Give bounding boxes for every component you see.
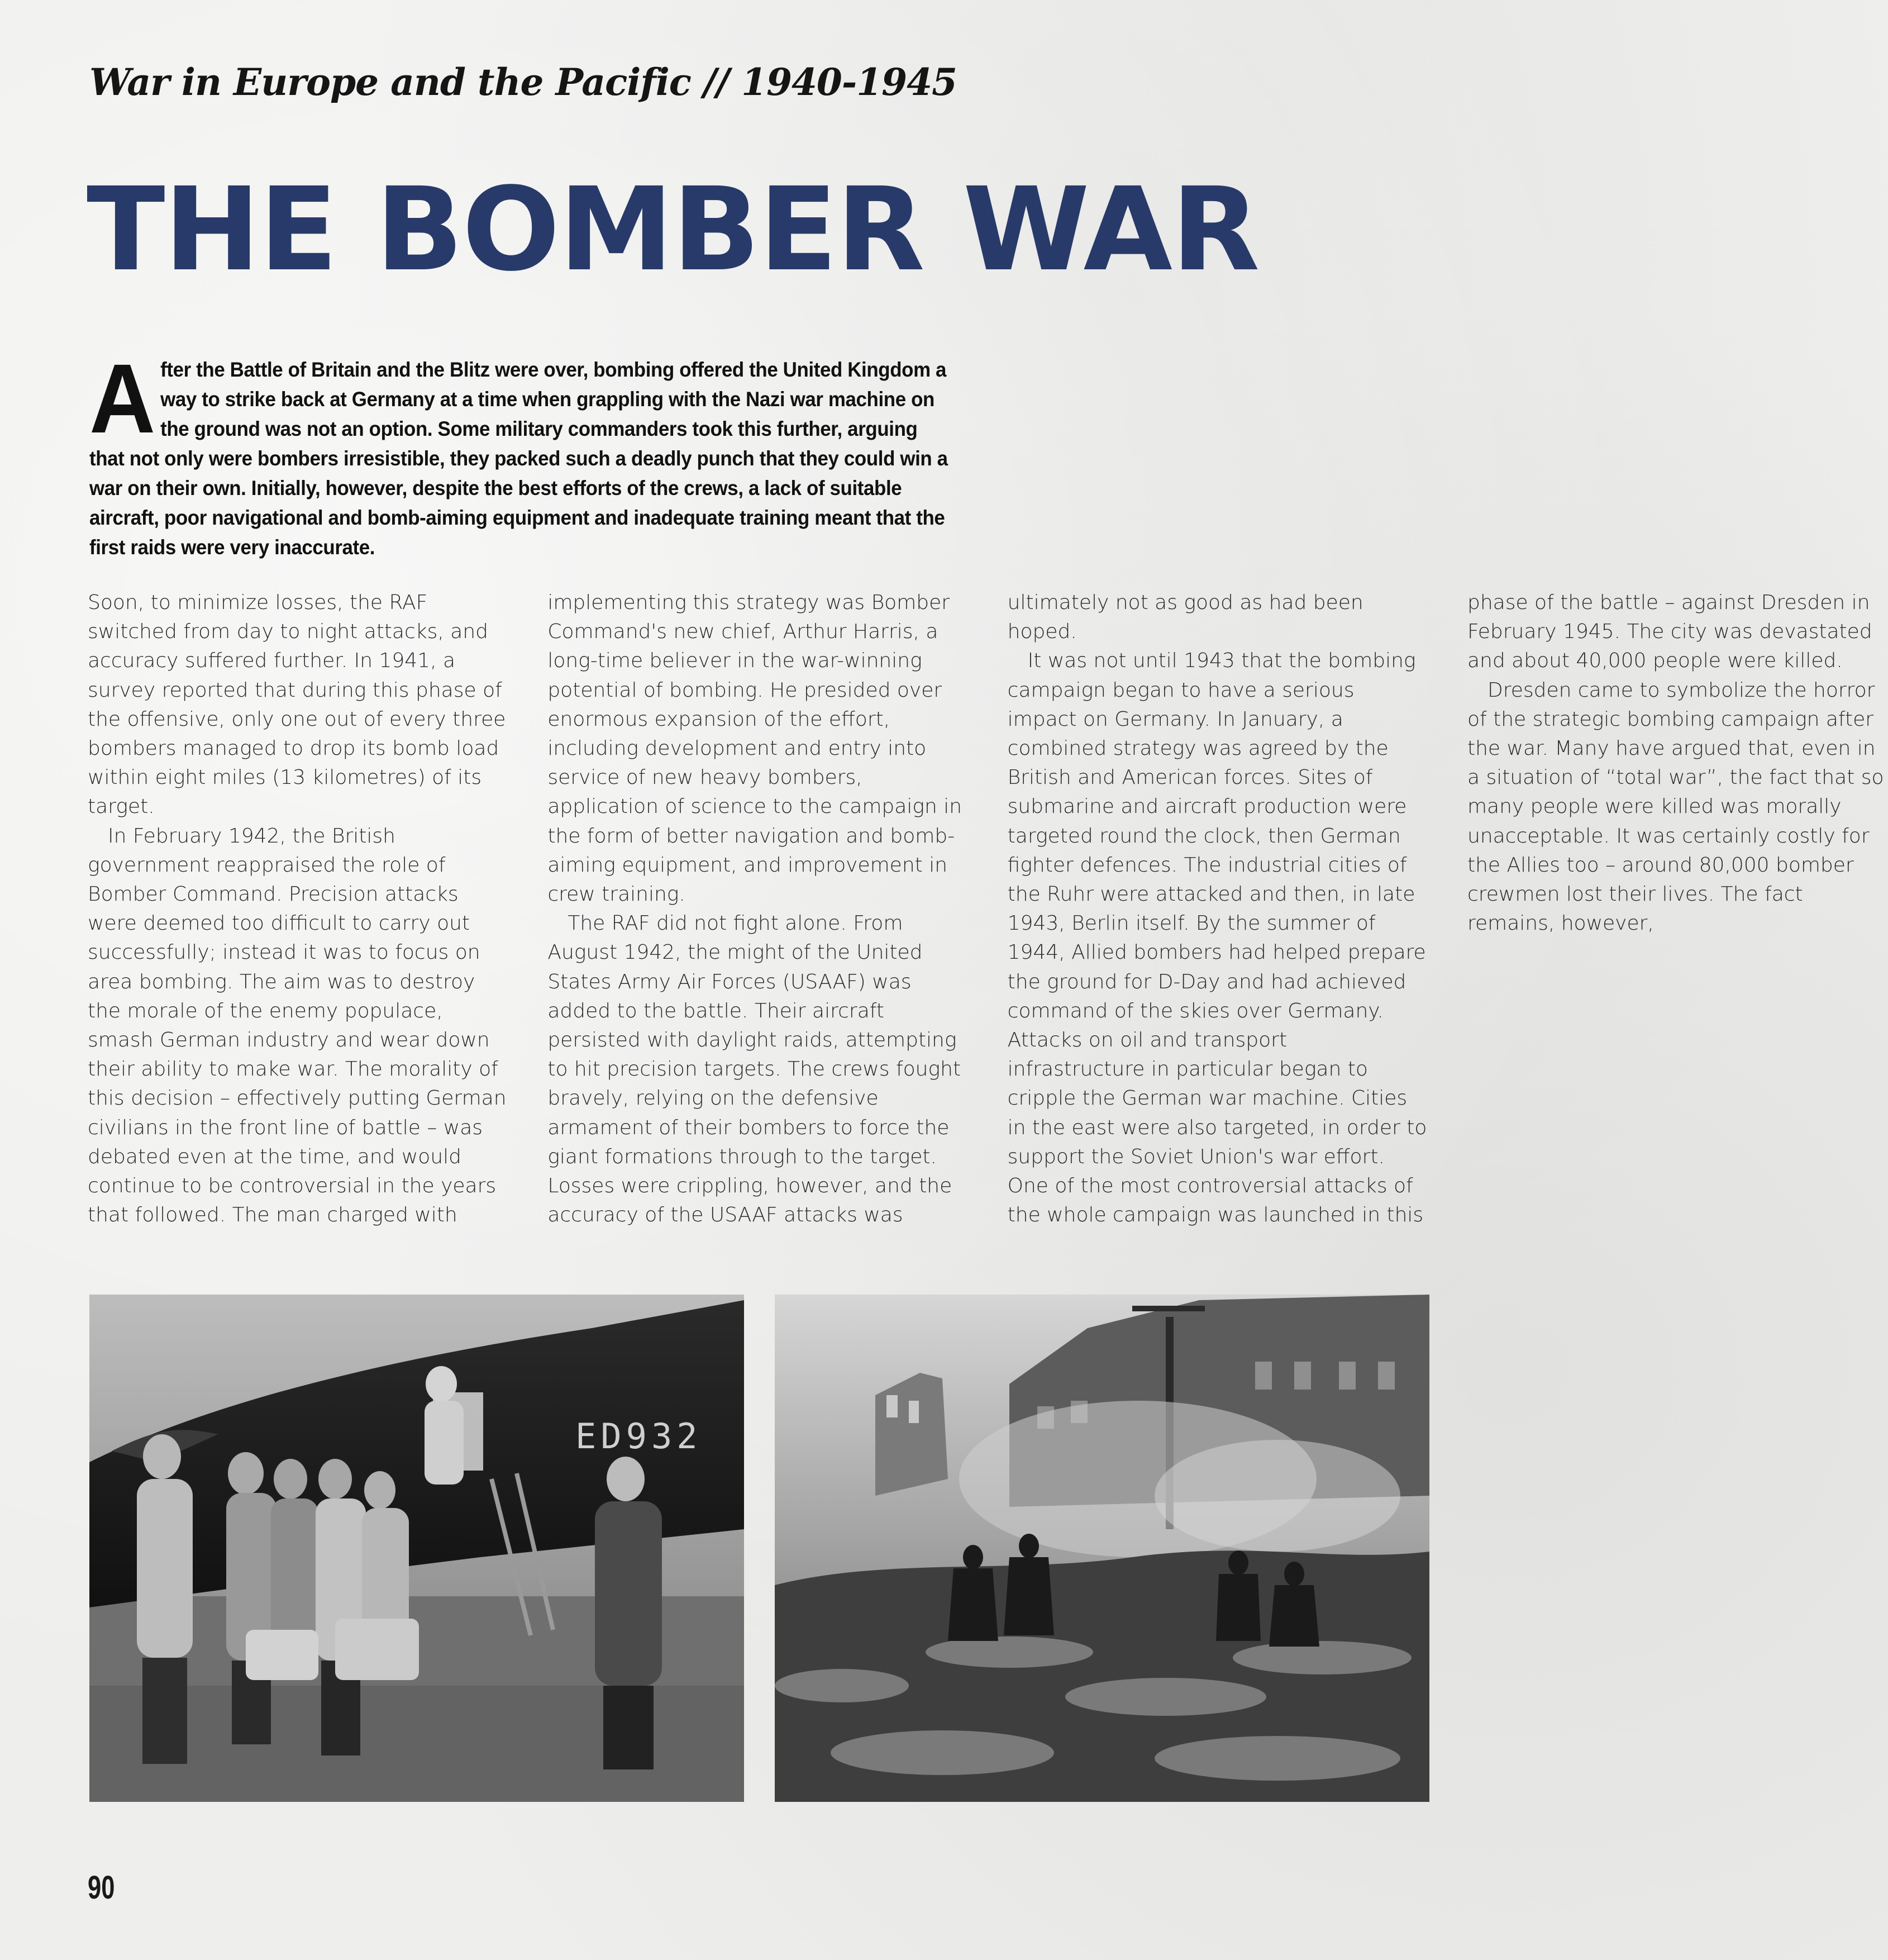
- body-paragraph: Dresden came to symbolize the horror of the strategic bombing campaign after the war. Many have argued that, even in a situation of “total war”, the fact that so many people were killed was morally unacceptable. It was certainly costly for the Allies too – around 80,000 bomber crewmen lost their lives. The fact remains, however,: [1467, 678, 1884, 935]
- aircraft-serial: ED932: [575, 1416, 702, 1457]
- body-paragraph: Soon, to minimize losses, the RAF switched from day to night attacks, and accuracy suffered further. In 1941, a survey reported that during this phase of the offensive, only one out of every three bombers managed to drop its bomb load within eight miles (13 kilometres) of its target.: [88, 591, 506, 819]
- drop-cap: A: [89, 344, 155, 454]
- page-title: THE BOMBER WAR: [87, 163, 1259, 297]
- body-text: [88, 588, 1884, 1259]
- body-paragraph: It was not until 1943 that the bombing campaign began to have a serious impact on Germany. In January, a combined strategy was agreed by the British and American forces. Sites of submarine and aircraft production were targeted round the clock, then German fighter defences. The industrial cities of the Ruhr were attacked and then, in late 1943, Berlin itself. By the summer of 1944, Allied bombers had helped prepare the ground for D-Day and had achieved command of the skies over Germany. Attacks on oil and transport infrastructure in particular began to cripple the German war machine. Cities in the east were also targeted, in order to support the Soviet Union's war effort. One of the most controversial attacks of the whole campaign was launched in this phase of the battle – against Dresden in February 1945. The city was devastated and about 40,000 people were killed.: [1007, 591, 1872, 1227]
- bomber-crew-illustration: [89, 1295, 744, 1802]
- intro-paragraph: [89, 344, 952, 562]
- dresden-ruins-photo: [775, 1295, 1429, 1802]
- page-number: 90: [88, 1869, 115, 1906]
- bomber-crew-photo: [89, 1295, 744, 1802]
- body-paragraph: The RAF did not fight alone. From August 1942, the might of the United States Army Air Forces (USAAF) was added to the battle. Their aircraft persisted with daylight raids, attempting to hit precision targets. The crews fought bravely, relying on the defensive armament of their bombers to force the giant formations through to the target. Losses were crippling, however, and the accuracy of the USAAF attacks was ultimately not as good as had been hoped.: [547, 591, 1363, 1227]
- intro-text: fter the Battle of Britain and the Blitz were over, bombing offered the United Kingdom a way to strike back at Germany at a time when grappling with the Nazi war machine on the ground was not an option. Some military commanders took this further, arguing that not only were bombers irresistible, they packed such a deadly punch that they could win a war on their own. Initially, however, despite the best efforts of the crews, a lack of suitable aircraft, poor navigational and bomb-aiming equipment and inadequate training meant that the first raids were very inaccurate.: [89, 358, 948, 559]
- dresden-ruins-illustration: [775, 1295, 1429, 1802]
- section-label: War in Europe and the Pacific // 1940-1945: [89, 60, 957, 104]
- body-paragraph: In February 1942, the British government reappraised the role of Bomber Command. Precision attacks were deemed too difficult to carry out successfully; instead it was to focus on area bombing. The aim was to destroy the morale of the enemy populace, smash German industry and wear down their ability to make war. The morality of this decision – effectively putting German civilians in the front line of battle – was debated even at the time, and would continue to be controversial in the years that followed. The man charged with implementing this strategy was Bomber Command's new chief, Arthur Harris, a long-time believer in the war-winning potential of bombing. He presided over enormous expansion of the effort, including development and entry into service of new heavy bombers, application of science to the campaign in the form of better navigation and bomb-aiming equipment, and improvement in crew training.: [88, 591, 962, 1227]
